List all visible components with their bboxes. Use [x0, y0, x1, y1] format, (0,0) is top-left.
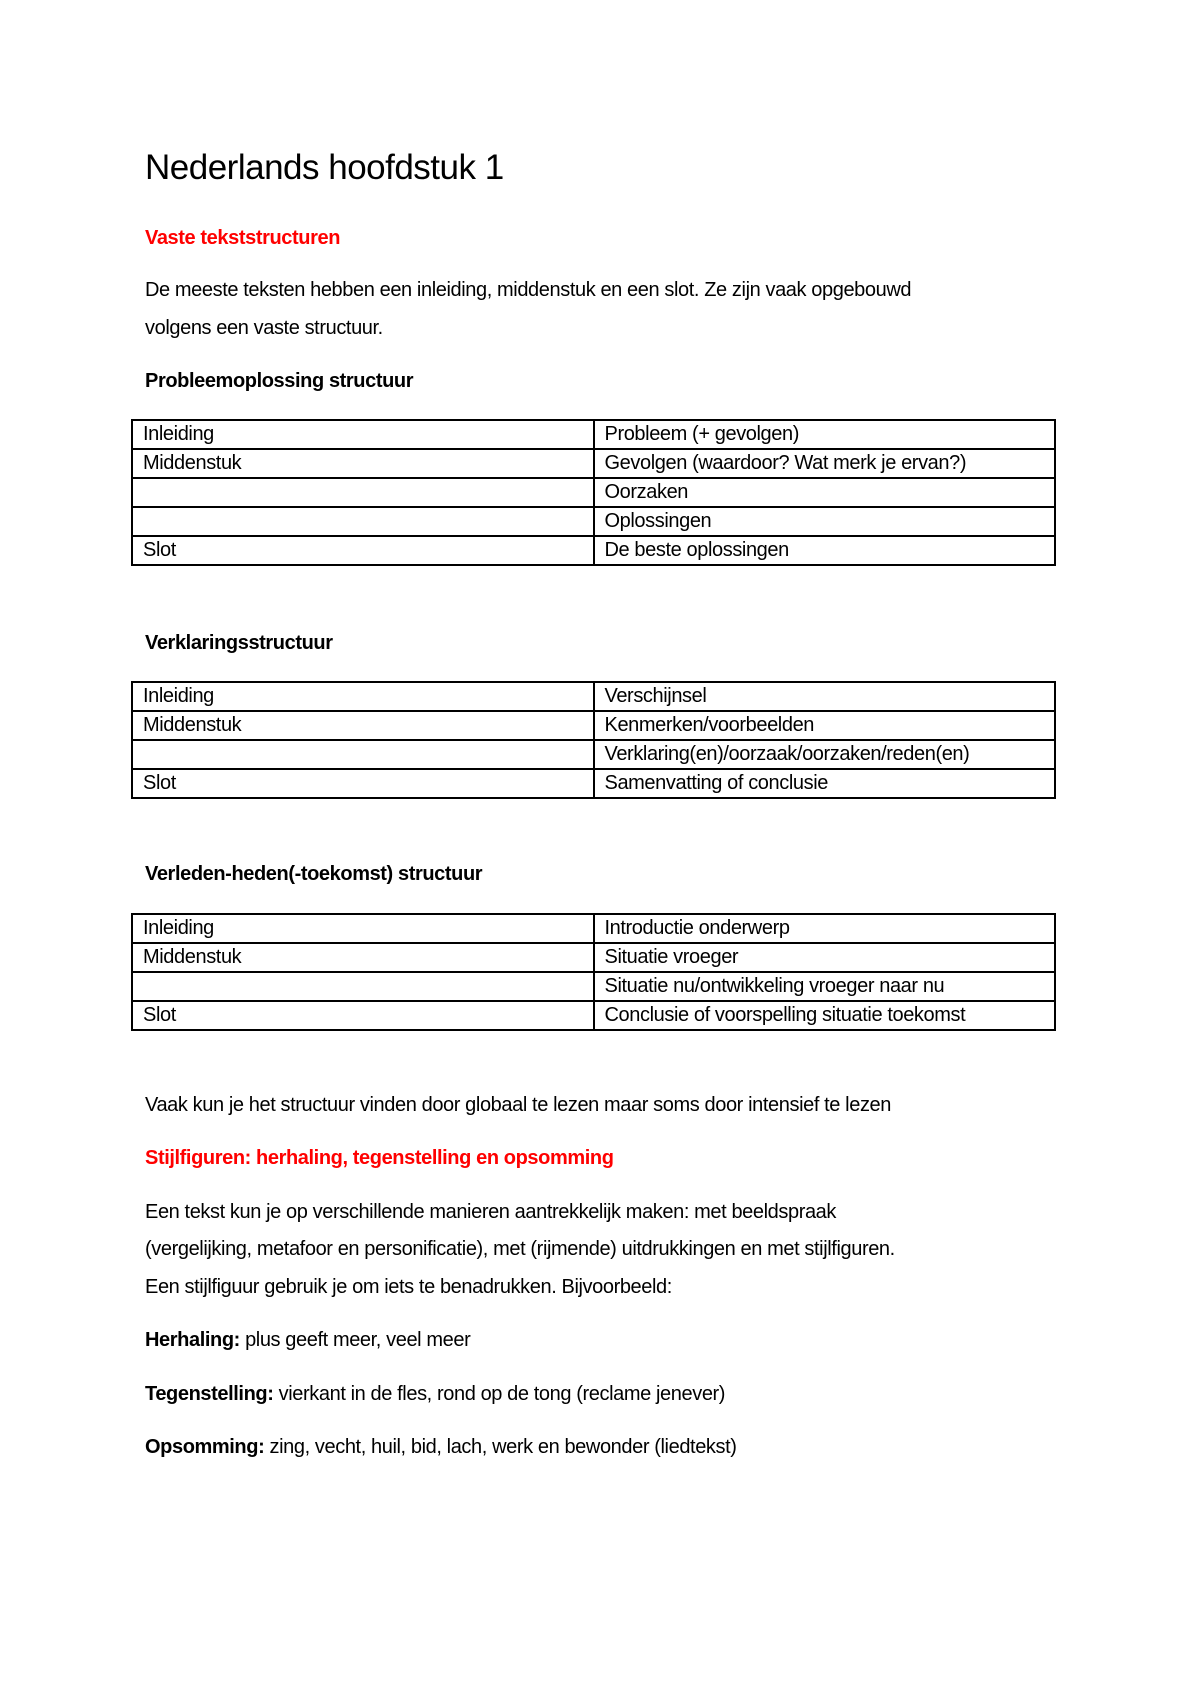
table-heading: Verleden-heden(-toekomst) structuur [145, 863, 483, 885]
part-cell: Slot [132, 536, 594, 565]
part-cell: Inleiding [132, 682, 594, 711]
part-cell: Middenstuk [132, 449, 594, 478]
table-row [132, 1001, 1055, 1030]
part-cell [132, 478, 594, 507]
verklaring-table [131, 681, 1056, 799]
content-cell: Probleem (+ gevolgen) [594, 420, 1056, 449]
part-cell [132, 740, 594, 769]
probleemoplossing-table [131, 419, 1056, 566]
table-row [132, 507, 1055, 536]
table-row [132, 682, 1055, 711]
content-cell: Situatie vroeger [594, 943, 1056, 972]
example-term: Opsomming: [145, 1436, 265, 1458]
content-cell: Samenvatting of conclusie [594, 769, 1056, 798]
intro-line: Een stijlfiguur gebruik je om iets te benadrukken. Bijvoorbeeld: [145, 1276, 672, 1298]
example-text: vierkant in de fles, rond op de tong (reclame jenever) [273, 1383, 726, 1405]
part-cell: Slot [132, 1001, 594, 1030]
table-row [132, 536, 1055, 565]
intro-line: Een tekst kun je op verschillende manieren aantrekkelijk maken: met beeldspraak [145, 1201, 837, 1223]
intro-line: (vergelijking, metafoor en personificatie), met (rijmende) uitdrukkingen en met stijlfiguren. [145, 1238, 895, 1260]
content-cell: Verschijnsel [594, 682, 1056, 711]
content-cell: Kenmerken/voorbeelden [594, 711, 1056, 740]
example-term: Herhaling: [145, 1329, 240, 1351]
content-cell: Gevolgen (waardoor? Wat merk je ervan?) [594, 449, 1056, 478]
table-row [132, 943, 1055, 972]
content-cell: Situatie nu/ontwikkeling vroeger naar nu [594, 972, 1056, 1001]
table-row [132, 449, 1055, 478]
content-cell: Verklaring(en)/oorzaak/oorzaken/reden(en) [594, 740, 1056, 769]
intro-line: De meeste teksten hebben een inleiding, middenstuk en een slot. Ze zijn vaak opgebouwd [145, 279, 912, 301]
section-heading-stijlfiguren: Stijlfiguren: herhaling, tegenstelling en opsomming [145, 1147, 614, 1169]
table-row [132, 769, 1055, 798]
part-cell: Middenstuk [132, 943, 594, 972]
page-title: Nederlands hoofdstuk 1 [145, 148, 504, 187]
part-cell: Inleiding [132, 914, 594, 943]
part-cell [132, 507, 594, 536]
table-heading: Verklaringsstructuur [145, 632, 333, 654]
section-heading-tekststructuren: Vaste tekststructuren [145, 227, 341, 249]
example-herhaling [145, 1328, 470, 1352]
example-opsomming [145, 1435, 737, 1459]
example-tegenstelling [145, 1382, 725, 1406]
example-term: Tegenstelling: [145, 1383, 274, 1405]
verleden-heden-table [131, 913, 1056, 1031]
content-cell: Introductie onderwerp [594, 914, 1056, 943]
content-cell: Conclusie of voorspelling situatie toekomst [594, 1001, 1056, 1030]
content-cell: De beste oplossingen [594, 536, 1056, 565]
table-row [132, 478, 1055, 507]
part-cell: Middenstuk [132, 711, 594, 740]
content-cell: Oplossingen [594, 507, 1056, 536]
table-heading: Probleemoplossing structuur [145, 370, 414, 392]
table-row [132, 711, 1055, 740]
part-cell: Slot [132, 769, 594, 798]
example-text: zing, vecht, huil, bid, lach, werk en bewonder (liedtekst) [264, 1436, 737, 1458]
table-row [132, 972, 1055, 1001]
part-cell: Inleiding [132, 420, 594, 449]
intro-line: volgens een vaste structuur. [145, 317, 383, 339]
table-row [132, 914, 1055, 943]
content-cell: Oorzaken [594, 478, 1056, 507]
summary-text: Vaak kun je het structuur vinden door globaal te lezen maar soms door intensief te lezen [145, 1094, 891, 1116]
part-cell [132, 972, 594, 1001]
table-row [132, 420, 1055, 449]
table-row [132, 740, 1055, 769]
example-text: plus geeft meer, veel meer [239, 1329, 471, 1351]
